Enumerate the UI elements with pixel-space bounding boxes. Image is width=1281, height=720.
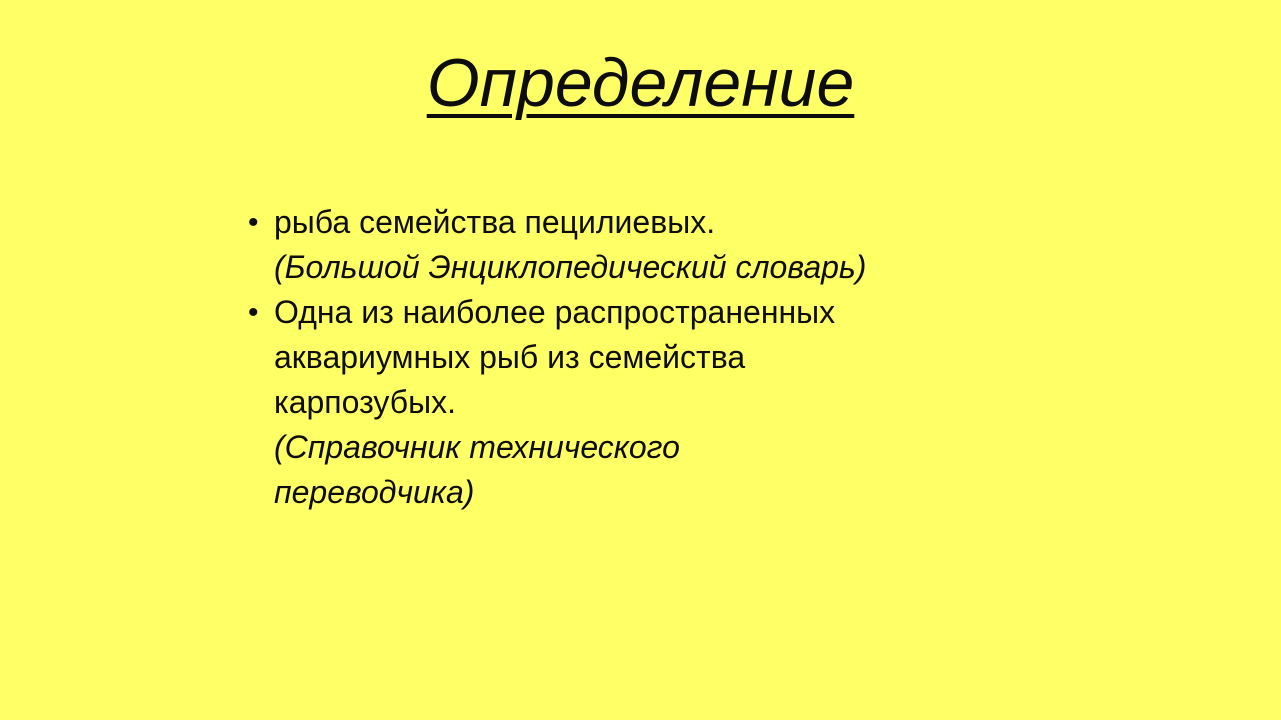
bullet-text-line: Одна из наиболее распространенных (274, 294, 836, 330)
list-item (248, 200, 1068, 290)
list-item (248, 290, 1068, 515)
bullet-source-line: (Справочник технического (274, 429, 680, 465)
bullet-source-line: переводчика) (274, 474, 475, 510)
page-title (0, 0, 1281, 121)
bullet-source-line: (Большой Энциклопедический словарь) (274, 249, 867, 285)
bullet-text-line: рыба семейства пецилиевых. (274, 204, 716, 240)
bullet-text-line: карпозубых. (274, 384, 456, 420)
bullet-content (274, 290, 1068, 515)
bullet-icon: • (248, 296, 259, 329)
bullet-text-line: аквариумных рыб из семейства (274, 339, 746, 375)
bullet-icon: • (248, 206, 259, 239)
bullet-list (248, 200, 1068, 515)
bullet-content (274, 200, 1068, 290)
page-title-text: Определение (426, 45, 855, 121)
